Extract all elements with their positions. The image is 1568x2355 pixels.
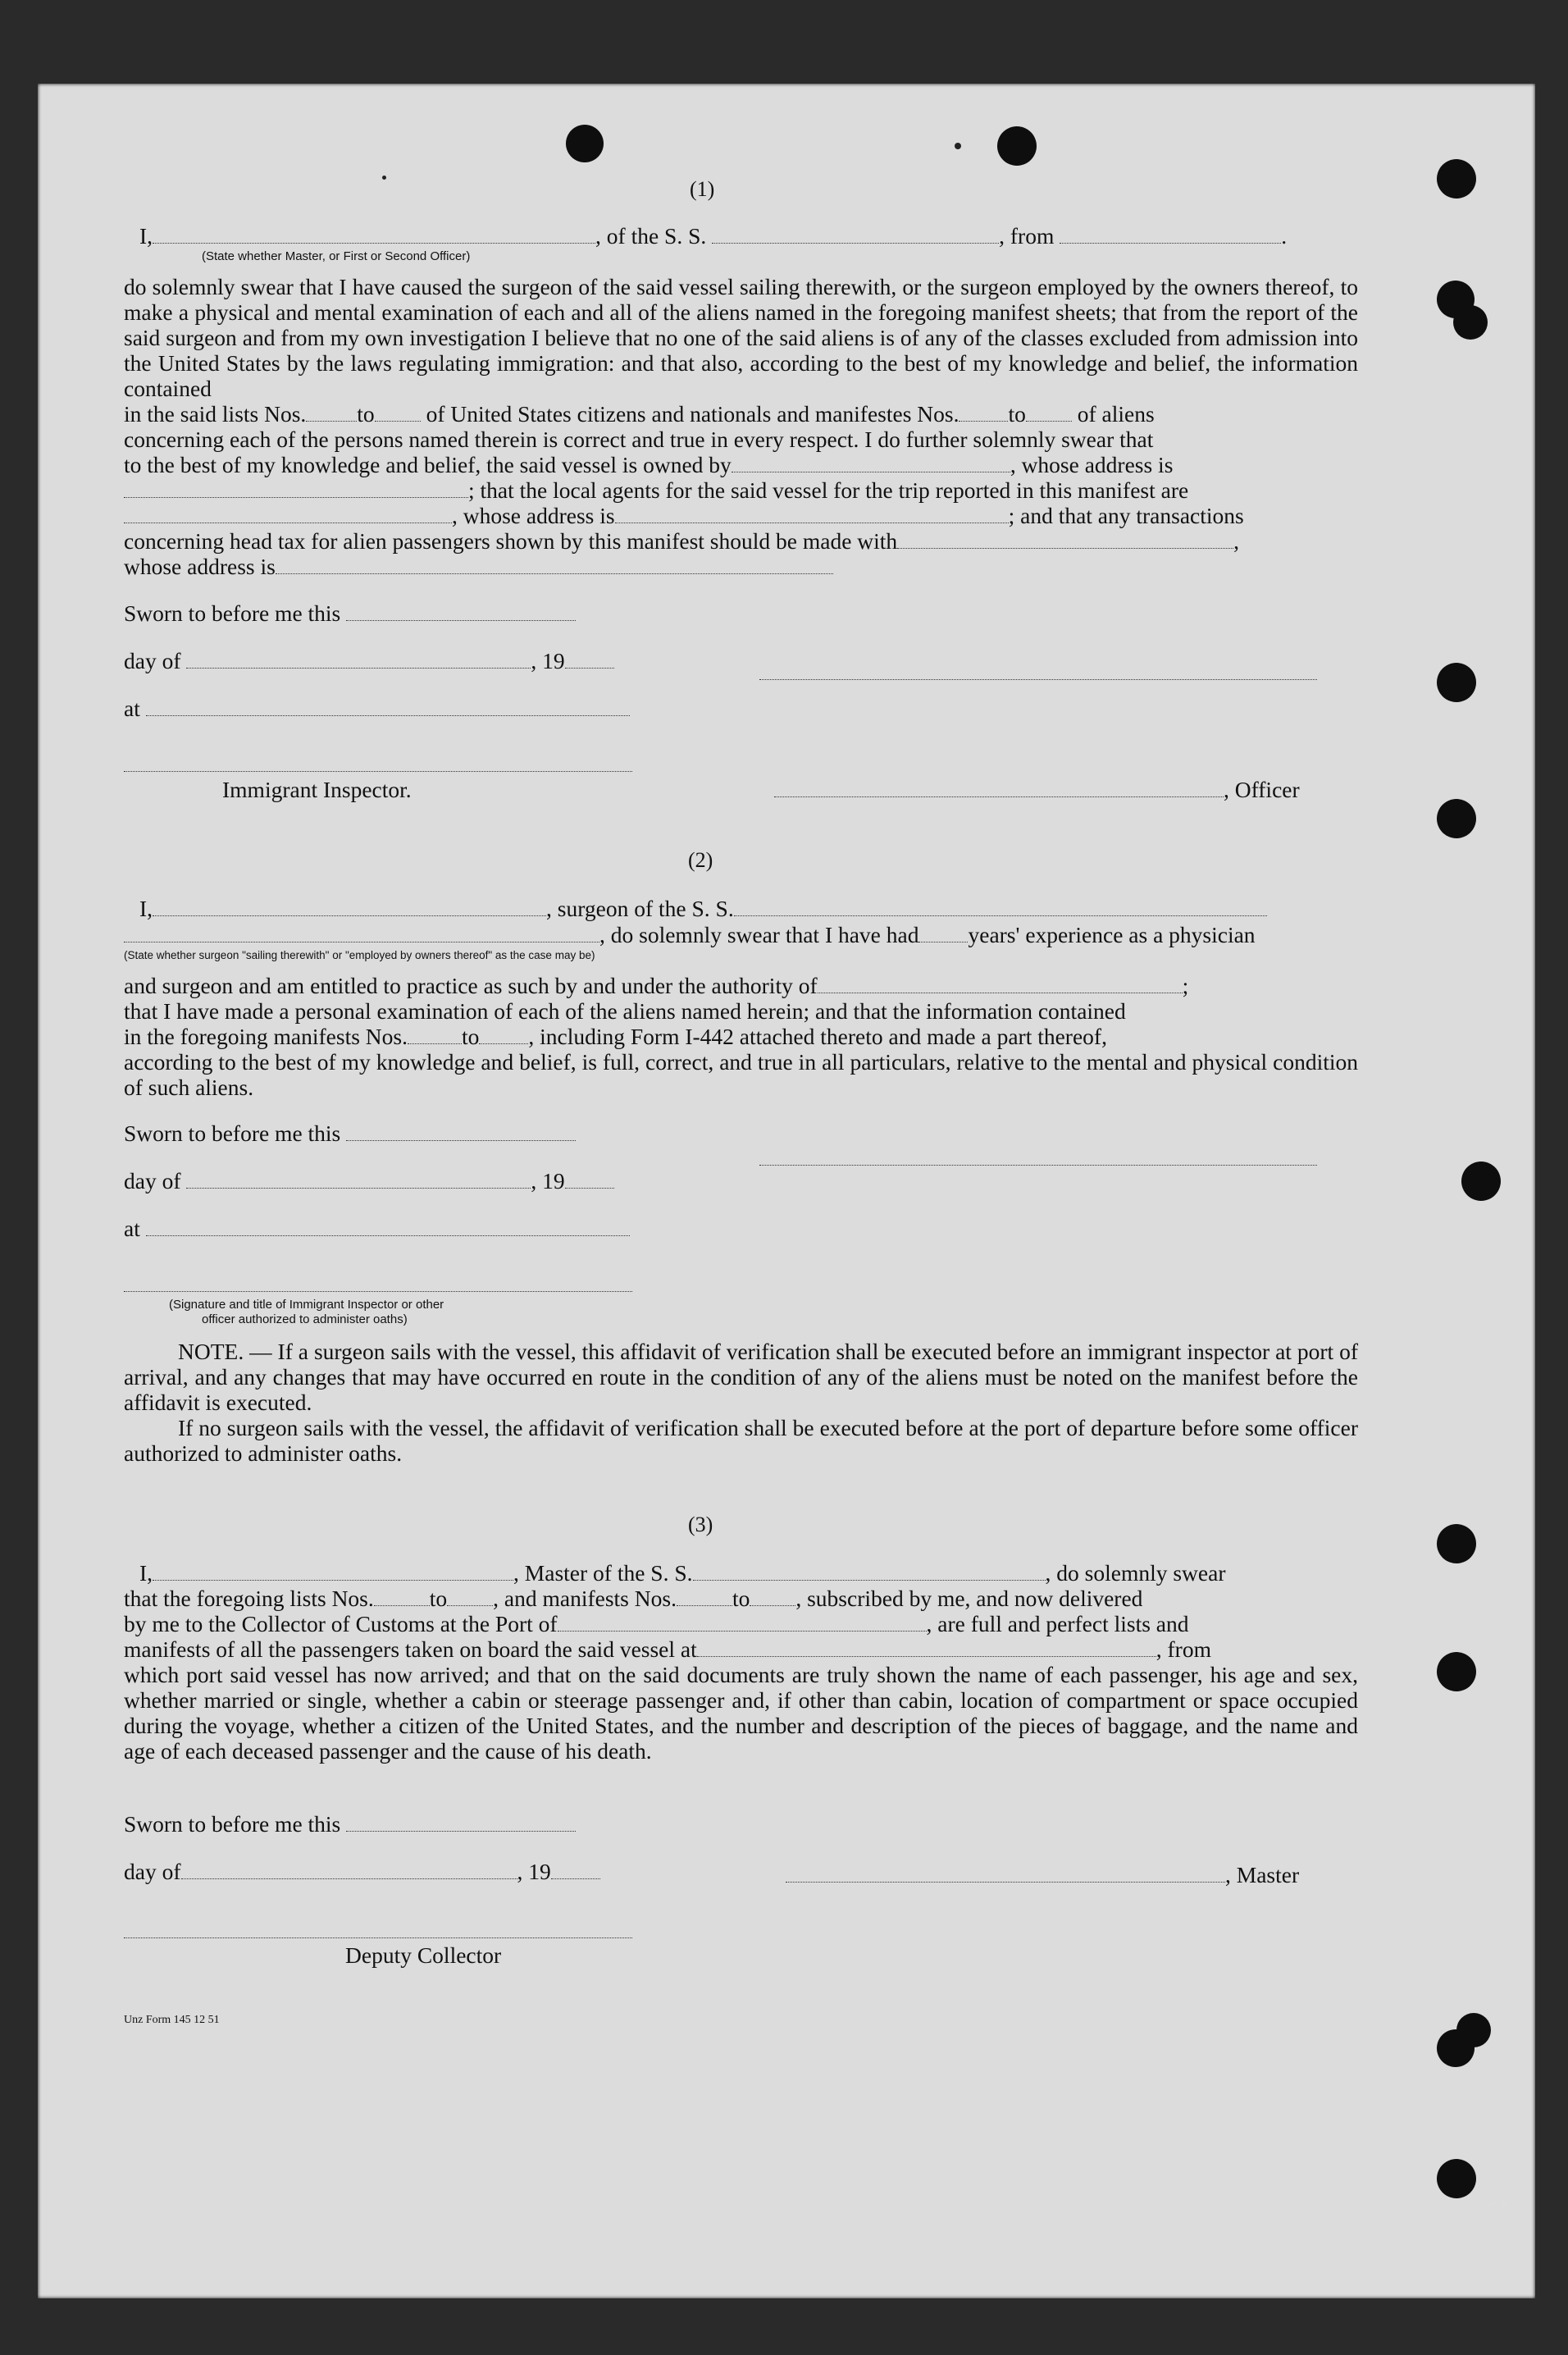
s2-note-a: NOTE. — If a surgeon sails with the vessel, this affidavit of verification shall be executed before an immigrant inspector at port of arrival, and any changes that may have occurred en route in the condition of any of the aliens must be noted on the manifest before the affidavit is executed.: [124, 1339, 1358, 1415]
s1-line-1: I, , of the S. S. , from .: [139, 223, 1288, 249]
punch-hole: [1437, 1652, 1476, 1691]
s2-sworn: Sworn to before me this: [124, 1120, 576, 1146]
s1-para-5: ; that the local agents for the said vessel for the trip reported in this manifest are: [124, 477, 1188, 503]
s1-para-8: whose address is: [124, 554, 833, 579]
s2-note-b: If no surgeon sails with the vessel, the affidavit of verification shall be executed before at the port of departure before some officer authorized to administer oaths.: [124, 1415, 1358, 1466]
s1-para-7: concerning head tax for alien passengers shown by this manifest should be made with ,: [124, 528, 1240, 554]
s2-line-2: , do solemnly swear that I have had years' experience as a physician: [124, 922, 1256, 947]
punch-hole: [1453, 305, 1488, 340]
punch-hole: [1437, 799, 1476, 838]
section-2-heading: (2): [688, 848, 713, 872]
s1-para-6: , whose address is ; and that any transactions: [124, 503, 1244, 528]
s2-at: at: [124, 1216, 630, 1241]
s1-sworn: Sworn to before me this: [124, 600, 576, 626]
s1-inspector-line: [124, 771, 632, 772]
s1-officer-note: (State whether Master, or First or Second Officer): [202, 249, 471, 263]
s2-day-of: day of , 19: [124, 1168, 614, 1193]
s1-day-of: day of , 19: [124, 648, 614, 673]
s3-line-4: manifests of all the passengers taken on board the said vessel at , from: [124, 1636, 1211, 1662]
s2-signature-line: [759, 1165, 1317, 1166]
corner-mark: 2: [1482, 2192, 1512, 2217]
section-3-heading: (3): [688, 1513, 713, 1536]
s2-line-1: I, , surgeon of the S. S.: [139, 896, 1267, 921]
punch-hole: [1437, 2159, 1476, 2198]
punch-hole: [1437, 663, 1476, 702]
s3-master: , Master: [786, 1862, 1299, 1887]
s2-inspector-line: [124, 1291, 632, 1292]
s1-at: at: [124, 696, 630, 721]
s1-para-4: to the best of my knowledge and belief, the said vessel is owned by , whose address is: [124, 452, 1174, 477]
s2-sig-note-1: (Signature and title of Immigrant Inspector or other: [169, 1298, 444, 1312]
punch-hole: [1456, 2013, 1491, 2047]
s2-surgeon-note: (State whether surgeon "sailing therewith" or "employed by owners thereof" as the case may be): [124, 949, 595, 961]
s1-para-1: do solemnly swear that I have caused the surgeon of the said vessel sailing therewith, or the surgeon employed by the owners thereof, to make a physical and mental examination of each and all of the aliens named in the foregoing manifest sheets; that from the report of the said surgeon and from my own investigation I believe that no one of the said aliens is of any of the classes excluded from admission into the United States by the laws regulating immigration: and that also, according to the best of my knowledge and belief, the information contained: [124, 274, 1358, 401]
s3-day-of: day of , 19: [124, 1859, 600, 1884]
s1-officer: , Officer: [774, 777, 1300, 802]
s3-line-1: I, , Master of the S. S. , do solemnly swear: [139, 1560, 1226, 1586]
s1-para-2: in the said lists Nos. to of United States citizens and nationals and manifestes Nos. to of aliens: [124, 401, 1155, 427]
s2-para-2: that I have made a personal examination of each of the aliens named herein; and that the information contained: [124, 998, 1126, 1024]
punch-hole: [997, 126, 1037, 166]
s3-sworn: Sworn to before me this: [124, 1811, 576, 1837]
s1-para-3: concerning each of the persons named therein is correct and true in every respect. I do further solemnly swear that: [124, 427, 1154, 452]
section-1-heading: (1): [690, 177, 715, 201]
punch-hole: [1461, 1162, 1501, 1201]
s3-deputy-line: [124, 1937, 632, 1938]
punch-hole: [566, 125, 604, 162]
form-footer: Unz Form 145 12 51: [124, 2014, 220, 2026]
form-page: [38, 84, 1535, 2298]
s2-para-4: according to the best of my knowledge and belief, is full, correct, and true in all particulars, relative to the mental and physical condition of such aliens.: [124, 1049, 1358, 1100]
s1-inspector: Immigrant Inspector.: [222, 777, 412, 802]
s2-para-3: in the foregoing manifests Nos. to , including Form I-442 attached thereto and made a part thereof,: [124, 1024, 1107, 1049]
punch-hole: [1437, 159, 1476, 199]
s3-line-3: by me to the Collector of Customs at the Port of , are full and perfect lists and: [124, 1611, 1189, 1636]
s3-para-1: which port said vessel has now arrived; and that on the said documents are truly shown the name of each passenger, his age and sex, whether married or single, whether a cabin or steerage passenger and, if other than cabin, location of compartment or space occupied during the voyage, whether a citizen of the United States, and the number and description of the pieces of baggage, and the name and age of each deceased passenger and the cause of his death.: [124, 1662, 1358, 1764]
punch-hole: [1437, 1524, 1476, 1563]
s2-para-1: and surgeon and am entitled to practice as such by and under the authority of ;: [124, 973, 1189, 998]
s1-signature-line: [759, 679, 1317, 680]
s3-line-2: that the foregoing lists Nos. to , and manifests Nos. to , subscribed by me, and now delivered: [124, 1586, 1143, 1611]
s2-sig-note-2: officer authorized to administer oaths): [202, 1312, 408, 1326]
s3-deputy: Deputy Collector: [345, 1942, 502, 1968]
